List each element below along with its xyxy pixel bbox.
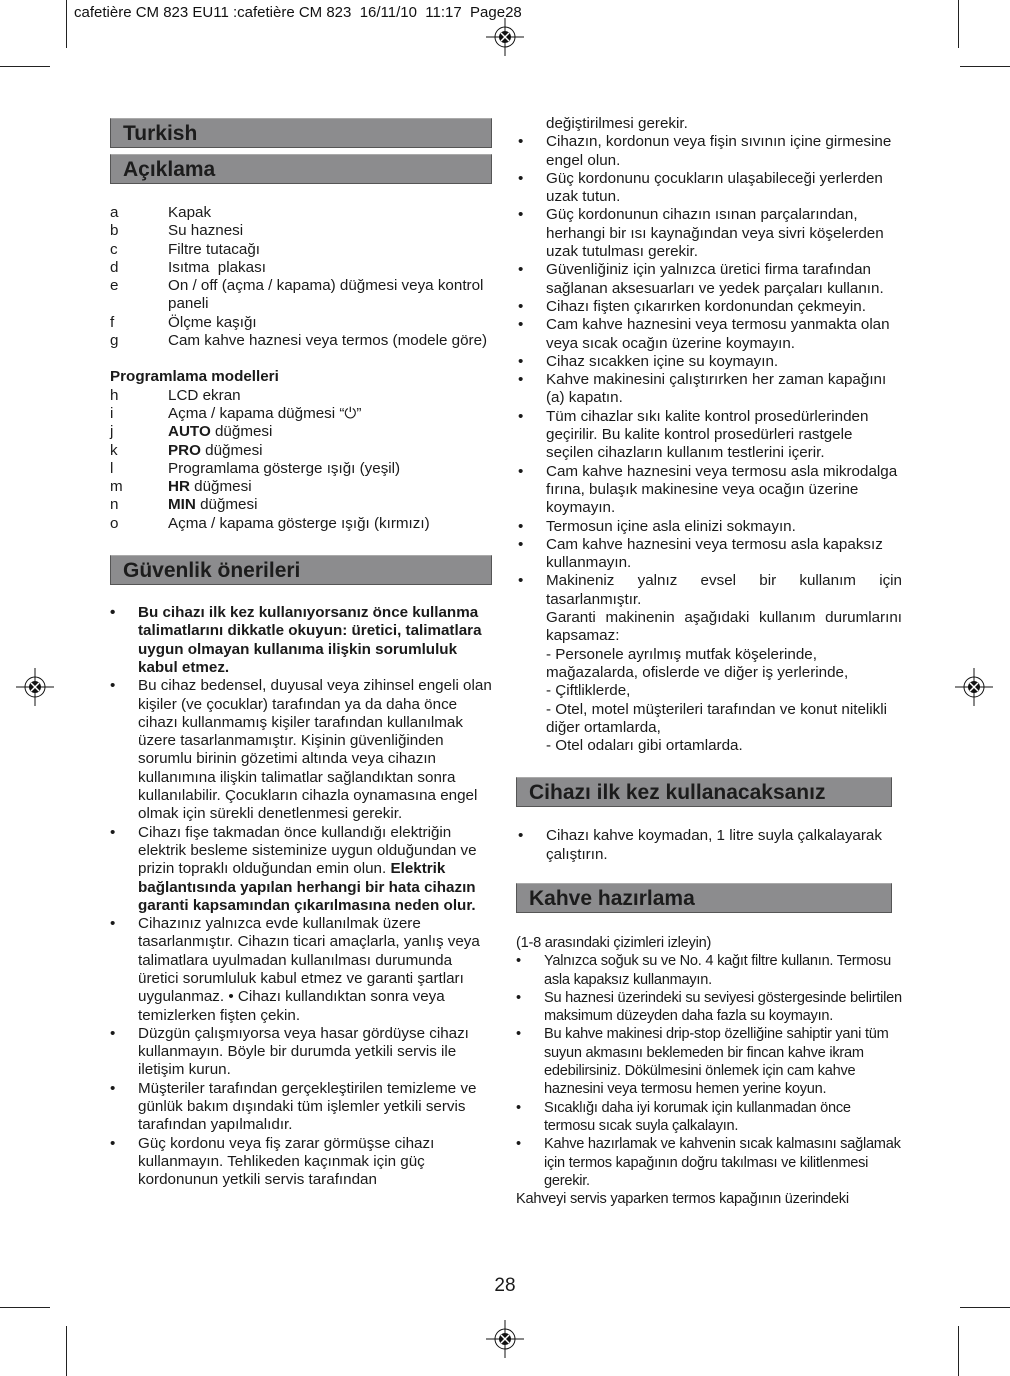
first-use-list (516, 827, 902, 864)
coffee-list (516, 952, 902, 1190)
first-use-heading: Cihazı ilk kez kullanacaksanız (516, 777, 892, 807)
part-item: j AUTO düğmesi (110, 423, 273, 441)
part-item: c Filtre tutacağı (110, 240, 261, 258)
part-item: b Su haznesi (110, 222, 244, 240)
list-item: • Düzgün çalışmıyorsa veya hasar gördüyse cihazı kullanmayın. Böyle bir durumda yetkili servis ile iletişim kurun. (110, 1025, 492, 1080)
coffee-preparation-heading: Kahve hazırlama (516, 883, 892, 913)
parts-list (110, 204, 492, 350)
crop-mark (0, 66, 50, 67)
part-item: o Açma / kapama gösterge ışığı (kırmızı) (110, 514, 430, 532)
list-item: • Cam kahve haznesini veya termosu asla kapaksız kullanmayın. (518, 536, 902, 573)
list-item: • Müşteriler tarafından gerçekleştirilen temizleme ve günlük bakım dışındaki tüm işlemler yetkili servis tarafından yapılmalıdır. (110, 1080, 492, 1135)
coffee-intro: (1-8 arasındaki çizimleri izleyin) (516, 934, 712, 951)
list-item: • Cihazınız yalnızca evde kullanılmak üzere tasarlanmıştır. Cihazın ticari amaçlarla, yanlış veya talimatlara uyulmadan kullanılması durumunda üretici sorumluluk kabul etmez ve garanti şartları uygulanmaz. • Cihazı kullandıktan sonra veya temizlerken fişten çekin. (110, 915, 492, 1025)
list-item (518, 572, 902, 755)
programming-models-heading: Programlama modelleri (110, 368, 279, 386)
list-item: • Cihazı fişten çıkarırken kordonundan çekmeyin. (518, 298, 902, 316)
crop-mark (0, 1307, 50, 1308)
part-item: a Kapak (110, 204, 212, 221)
right-column (516, 115, 902, 1208)
registration-mark-icon (955, 668, 993, 706)
list-item: • Güç kordonunu çocukların ulaşabileceği yerlerden uzak tutun. (518, 170, 902, 207)
print-slug: cafetière CM 823 EU11 :cafetière CM 823 16/11/10 11:17 Page28 (74, 4, 522, 21)
crop-mark (958, 1326, 959, 1376)
registration-mark-icon (486, 18, 524, 56)
safety-list-continued (516, 133, 902, 755)
list-item: • Sıcaklığı daha iyi korumak için kullanmadan önce termosu sıcak suyla çalkalayın. (516, 1099, 902, 1136)
list-item: • Cam kahve haznesini veya termosu asla mikrodalga fırına, bulaşık makinesine veya ocağın üzerine koymayın. (518, 463, 902, 518)
list-item: • Cihazı kahve koymadan, 1 litre suyla çalkalayarak çalıştırın. (518, 827, 902, 864)
list-item: • Cihazın, kordonun veya fişin sıvının içine girmesine engel olun. (518, 133, 902, 170)
list-item: • Güç kordonu veya fiş zarar görmüşse cihazı kullanmayın. Tehlikeden kaçınmak için güç kordonunun yetkili servis tarafından (110, 1135, 492, 1190)
left-column (110, 118, 492, 1190)
exclusion-item: - Personele ayrılmış mutfak köşelerinde, mağazalarda, ofislerde ve diğer iş yerlerinde, (546, 645, 849, 681)
list-item: • Güvenliğiniz için yalnızca üretici firma tarafından sağlanan aksesuarları ve yedek parçaları kullanın. (518, 261, 902, 298)
list-item: • Kahve makinesini çalıştırırken her zaman kapağını (a) kapatın. (518, 371, 902, 408)
part-item: m HR düğmesi (110, 478, 252, 496)
programming-parts-list (110, 387, 492, 533)
part-item: g Cam kahve haznesi veya termos (modele göre) (110, 332, 488, 350)
household-use-text: • Makineniz yalnız evsel bir kullanım için tasarlanmıştır. (546, 572, 902, 608)
crop-mark (66, 0, 67, 48)
crop-mark (960, 66, 1010, 67)
description-heading: Açıklama (110, 154, 492, 184)
list-item: • Yalnızca soğuk su ve No. 4 kağıt filtre kullanın. Termosu asla kapaksız kullanmayın. (516, 952, 902, 989)
part-item: l Programlama gösterge ışığı (yeşil) (110, 459, 401, 477)
coffee-tail-text: Kahveyi servis yaparken termos kapağının üzerindeki (516, 1191, 849, 1208)
part-item: n MIN düğmesi (110, 496, 258, 514)
list-item: • Termosun içine asla elinizi sokmayın. (518, 518, 902, 536)
list-item: • Bu cihazı ilk kez kullanıyorsanız önce kullanma talimatlarını dikkatle okuyun: üretici, talimatlara uygun olmayan kullanıma ilişkin sorumluluk kabul etmez. (110, 604, 492, 677)
exclusion-item: - Otel odaları gibi ortamlarda. (546, 737, 743, 755)
list-item: • Cam kahve haznesini veya termosu yanmakta olan veya sıcak ocağın üzerine koymayın. (518, 316, 902, 353)
list-item: • Bu cihaz bedensel, duyusal veya zihinsel engeli olan kişiler (ve çocuklar) tarafından ya da daha önce cihazı kullanmamış kişiler tarafından kullanılmak üzere tasarlanmamıştır. Kişinin güvenliğinden sorumlu birinin gözetimi altında veya cihazın kullanımına ilişkin talimatlar sağlandıktan sonra kullanılabilir. Çocukların cihazla oynamasına engel olmak için sürekli denetlenmesi gerekir. (110, 677, 492, 823)
list-item: • Cihaz sıcakken içine su koymayın. (518, 353, 902, 371)
list-item: • Güç kordonunun cihazın ısınan parçalarından, herhangi bir ısı kaynağından veya sivri köşelerden uzak tutulması gerekir. (518, 206, 902, 261)
part-item: f Ölçme kaşığı (110, 313, 257, 331)
exclusion-item: - Otel, motel müşterileri tarafından ve konut nitelikli diğer ortamlarda, (546, 700, 888, 736)
exclusion-item: - Çiftliklerde, (546, 682, 631, 700)
safety-list (110, 604, 492, 1190)
part-item: e On / off (açma / kapama) düğmesi veya kontrol paneli (110, 277, 484, 313)
registration-mark-icon (16, 668, 54, 706)
language-heading: Turkish (110, 118, 492, 148)
part-item: h LCD ekran (110, 386, 241, 404)
crop-mark (960, 1307, 1010, 1308)
part-item: i Açma / kapama düğmesi “⏻” (110, 404, 362, 422)
crop-mark (958, 0, 959, 48)
safety-heading: Güvenlik önerileri (110, 555, 492, 585)
list-item: • Bu kahve makinesi drip-stop özelliğine sahiptir yani tüm suyun akmasını beklemeden bir fincan kahve ikram edebilirsiniz. Dökülmesini önlemek için cam kahve haznesini veya termosu hemen yerine koyun. (516, 1025, 902, 1098)
crop-mark (66, 1326, 67, 1376)
registration-mark-icon (486, 1320, 524, 1358)
part-item: d Isıtma plakası (110, 258, 266, 276)
list-item: • Su haznesi üzerindeki su seviyesi göstergesinde belirtilen maksimum düzeyden daha fazla su koymayın. (516, 989, 902, 1026)
list-item: • Tüm cihazlar sıkı kalite kontrol prosedürlerinden geçirilir. Bu kalite kontrol prosedürleri rastgele seçilen cihazların kullanım testlerini içerir. (518, 408, 902, 463)
continued-text: değiştirilmesi gerekir. (546, 115, 688, 132)
list-item: • Cihazı fişe takmadan önce kullandığı elektriğin elektrik besleme sisteminize uygun olduğundan ve prizin topraklı olduğundan emin olun. Elektrik bağlantısında yapılan herhangi bir hata cihazın garanti kapsamından çıkarılmasına neden olur. (110, 824, 492, 915)
list-item: • Kahve hazırlamak ve kahvenin sıcak kalmasını sağlamak için termos kapağının doğru takılması ve kilitlenmesi gerekir. (516, 1135, 902, 1190)
part-item: k PRO düğmesi (110, 441, 263, 459)
page-number: 28 (494, 1275, 516, 1296)
warranty-text: Garanti makinenin aşağıdaki kullanım durumlarını kapsamaz: (546, 609, 902, 645)
